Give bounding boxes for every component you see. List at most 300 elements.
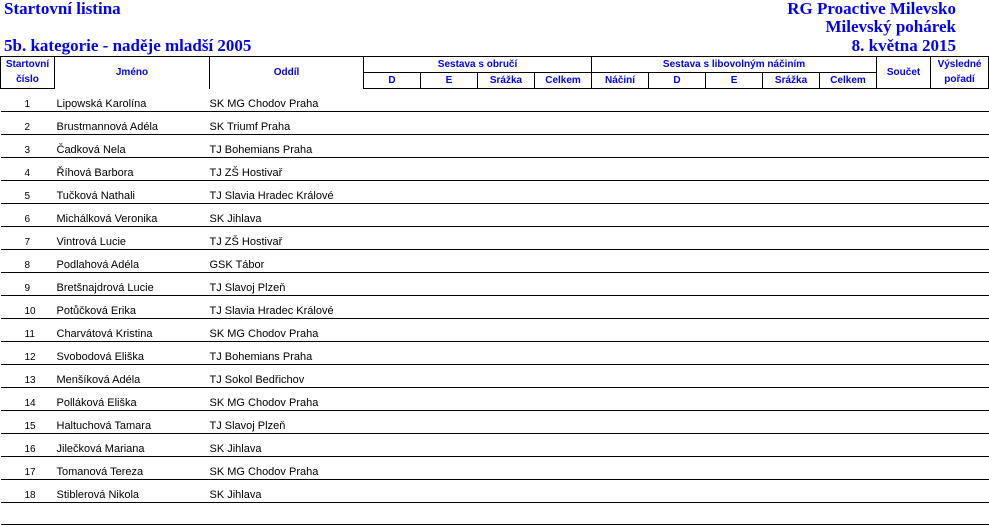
table-row xyxy=(1,480,989,503)
competition-name: Milevský pohárek xyxy=(825,17,956,36)
start-number: 4 xyxy=(1,158,55,181)
score-cell xyxy=(877,411,931,434)
score-cell xyxy=(763,250,820,273)
gymnast-name: Jilečková Mariana xyxy=(55,434,210,457)
score-cell xyxy=(649,365,706,388)
table-row xyxy=(1,273,989,296)
score-cell xyxy=(877,227,931,250)
club-name: SK Jihlava xyxy=(210,480,364,503)
score-cell xyxy=(706,296,763,319)
score-cell xyxy=(478,158,535,181)
empty-cell xyxy=(421,503,478,525)
score-cell xyxy=(478,296,535,319)
score-cell xyxy=(763,457,820,480)
score-cell xyxy=(877,181,931,204)
score-cell xyxy=(877,296,931,319)
score-cell xyxy=(421,227,478,250)
score-cell xyxy=(421,319,478,342)
score-cell xyxy=(592,296,649,319)
score-cell xyxy=(877,158,931,181)
table-row xyxy=(1,388,989,411)
score-cell xyxy=(820,135,877,158)
score-cell xyxy=(931,181,989,204)
score-cell xyxy=(763,388,820,411)
score-cell xyxy=(478,388,535,411)
empty-cell xyxy=(706,503,763,525)
score-cell xyxy=(931,112,989,135)
score-cell xyxy=(931,342,989,365)
score-cell xyxy=(877,434,931,457)
score-cell xyxy=(706,112,763,135)
competition-date: 8. května 2015 xyxy=(851,36,956,55)
score-cell xyxy=(535,181,592,204)
start-list-table xyxy=(0,56,989,525)
club-name: TJ Slavia Hradec Králové xyxy=(210,296,364,319)
club-name: GSK Tábor xyxy=(210,250,364,273)
col-free-e: E xyxy=(706,73,763,89)
table-row xyxy=(1,158,989,181)
score-cell xyxy=(364,365,421,388)
score-cell xyxy=(706,480,763,503)
table-row xyxy=(1,503,989,525)
score-cell xyxy=(421,434,478,457)
score-cell xyxy=(535,319,592,342)
score-cell xyxy=(535,342,592,365)
score-cell xyxy=(478,273,535,296)
score-cell xyxy=(877,273,931,296)
score-cell xyxy=(931,411,989,434)
gymnast-name: Tučková Nathali xyxy=(55,181,210,204)
score-cell xyxy=(820,365,877,388)
score-cell xyxy=(649,89,706,112)
score-cell xyxy=(763,181,820,204)
club-name: SK MG Chodov Praha xyxy=(210,89,364,112)
score-cell xyxy=(421,273,478,296)
table-row xyxy=(1,365,989,388)
score-cell xyxy=(535,434,592,457)
score-cell xyxy=(877,480,931,503)
table-row xyxy=(1,434,989,457)
score-cell xyxy=(421,135,478,158)
score-cell xyxy=(706,273,763,296)
score-cell xyxy=(820,342,877,365)
score-cell xyxy=(649,204,706,227)
club-name: SK MG Chodov Praha xyxy=(210,457,364,480)
organizer-club: RG Proactive Milevsko xyxy=(787,0,956,18)
club-name: TJ Sokol Bedřichov xyxy=(210,365,364,388)
score-cell xyxy=(535,204,592,227)
start-number: 1 xyxy=(1,89,55,112)
score-cell xyxy=(421,89,478,112)
score-cell xyxy=(364,273,421,296)
score-cell xyxy=(478,365,535,388)
score-cell xyxy=(649,319,706,342)
empty-cell xyxy=(1,503,55,525)
table-row xyxy=(1,457,989,480)
score-cell xyxy=(592,273,649,296)
score-cell xyxy=(706,342,763,365)
score-cell xyxy=(364,434,421,457)
score-cell xyxy=(364,411,421,434)
empty-cell xyxy=(820,503,877,525)
gymnast-name: Bretšnajdrová Lucie xyxy=(55,273,210,296)
score-cell xyxy=(592,135,649,158)
col-free-total: Celkem xyxy=(820,73,877,89)
score-cell xyxy=(535,89,592,112)
score-cell xyxy=(763,227,820,250)
score-cell xyxy=(931,365,989,388)
score-cell xyxy=(931,457,989,480)
gymnast-name: Podlahová Adéla xyxy=(55,250,210,273)
score-cell xyxy=(535,388,592,411)
score-cell xyxy=(535,365,592,388)
score-cell xyxy=(535,296,592,319)
score-cell xyxy=(820,480,877,503)
score-cell xyxy=(364,457,421,480)
score-cell xyxy=(763,158,820,181)
col-hoop-d: D xyxy=(364,73,421,89)
category-label: 5b. kategorie - naděje mladší 2005 xyxy=(4,36,252,55)
score-cell xyxy=(535,112,592,135)
score-cell xyxy=(364,480,421,503)
score-cell xyxy=(649,457,706,480)
gymnast-name: Tomanová Tereza xyxy=(55,457,210,480)
col-start-no-1: Startovní xyxy=(1,57,55,73)
score-cell xyxy=(649,342,706,365)
club-name: TJ Slavia Hradec Králové xyxy=(210,181,364,204)
start-number: 10 xyxy=(1,296,55,319)
col-free-group: Sestava s libovolným náčiním xyxy=(592,57,877,73)
score-cell xyxy=(877,204,931,227)
score-cell xyxy=(820,181,877,204)
col-hoop-penalty: Srážka xyxy=(478,73,535,89)
gymnast-name: Haltuchová Tamara xyxy=(55,411,210,434)
score-cell xyxy=(931,388,989,411)
score-cell xyxy=(877,457,931,480)
gymnast-name: Lipowská Karolína xyxy=(55,89,210,112)
score-cell xyxy=(820,434,877,457)
score-cell xyxy=(364,181,421,204)
table-row xyxy=(1,112,989,135)
score-cell xyxy=(649,273,706,296)
score-cell xyxy=(421,250,478,273)
score-cell xyxy=(535,227,592,250)
score-cell xyxy=(763,342,820,365)
score-cell xyxy=(535,457,592,480)
score-cell xyxy=(592,181,649,204)
score-cell xyxy=(592,411,649,434)
gymnast-name: Vintrová Lucie xyxy=(55,227,210,250)
score-cell xyxy=(649,434,706,457)
score-cell xyxy=(877,342,931,365)
score-cell xyxy=(706,388,763,411)
score-cell xyxy=(592,457,649,480)
score-cell xyxy=(535,135,592,158)
club-name: TJ ZŠ Hostivař xyxy=(210,158,364,181)
score-cell xyxy=(478,457,535,480)
score-cell xyxy=(364,135,421,158)
score-cell xyxy=(364,158,421,181)
score-cell xyxy=(706,204,763,227)
club-name: SK Triumf Praha xyxy=(210,112,364,135)
club-name: SK Jihlava xyxy=(210,434,364,457)
score-cell xyxy=(820,296,877,319)
score-cell xyxy=(592,227,649,250)
score-cell xyxy=(649,250,706,273)
score-cell xyxy=(592,365,649,388)
score-cell xyxy=(931,296,989,319)
col-name: Jméno xyxy=(55,57,210,89)
score-cell xyxy=(592,342,649,365)
score-cell xyxy=(820,89,877,112)
score-cell xyxy=(592,480,649,503)
start-number: 14 xyxy=(1,388,55,411)
score-cell xyxy=(706,158,763,181)
score-cell xyxy=(649,480,706,503)
club-name: TJ ZŠ Hostivař xyxy=(210,227,364,250)
score-cell xyxy=(421,296,478,319)
start-list-rows xyxy=(1,89,989,525)
score-cell xyxy=(478,181,535,204)
table-row xyxy=(1,250,989,273)
col-start-no-2: číslo xyxy=(1,73,55,89)
table-row xyxy=(1,89,989,112)
gymnast-name: Čadková Nela xyxy=(55,135,210,158)
score-cell xyxy=(478,250,535,273)
score-cell xyxy=(931,319,989,342)
score-cell xyxy=(421,365,478,388)
score-cell xyxy=(364,342,421,365)
gymnast-name: Charvátová Kristina xyxy=(55,319,210,342)
start-number: 11 xyxy=(1,319,55,342)
score-cell xyxy=(478,411,535,434)
empty-cell xyxy=(931,503,989,525)
col-rank-1: Výsledné xyxy=(931,57,989,73)
score-cell xyxy=(820,457,877,480)
score-cell xyxy=(421,480,478,503)
score-cell xyxy=(931,135,989,158)
score-cell xyxy=(364,112,421,135)
score-cell xyxy=(877,112,931,135)
score-cell xyxy=(820,227,877,250)
score-cell xyxy=(877,388,931,411)
score-cell xyxy=(478,319,535,342)
score-cell xyxy=(820,319,877,342)
score-cell xyxy=(931,273,989,296)
score-cell xyxy=(820,158,877,181)
score-cell xyxy=(706,457,763,480)
score-cell xyxy=(877,89,931,112)
start-number: 6 xyxy=(1,204,55,227)
score-cell xyxy=(535,411,592,434)
score-cell xyxy=(649,388,706,411)
score-cell xyxy=(649,181,706,204)
start-number: 7 xyxy=(1,227,55,250)
score-cell xyxy=(649,158,706,181)
score-cell xyxy=(478,135,535,158)
start-number: 5 xyxy=(1,181,55,204)
score-cell xyxy=(478,112,535,135)
score-cell xyxy=(649,296,706,319)
table-row xyxy=(1,411,989,434)
score-cell xyxy=(706,434,763,457)
score-cell xyxy=(535,158,592,181)
score-cell xyxy=(877,365,931,388)
score-cell xyxy=(649,227,706,250)
score-cell xyxy=(421,411,478,434)
start-number: 8 xyxy=(1,250,55,273)
table-row xyxy=(1,181,989,204)
gymnast-name: Polláková Eliška xyxy=(55,388,210,411)
col-sum: Součet xyxy=(877,57,931,89)
score-cell xyxy=(763,434,820,457)
club-name: TJ Slavoj Plzeň xyxy=(210,273,364,296)
club-name: TJ Bohemians Praha xyxy=(210,342,364,365)
score-cell xyxy=(364,227,421,250)
score-cell xyxy=(763,480,820,503)
score-cell xyxy=(931,158,989,181)
score-cell xyxy=(535,273,592,296)
score-cell xyxy=(706,250,763,273)
col-free-d: D xyxy=(649,73,706,89)
score-cell xyxy=(763,319,820,342)
club-name: SK MG Chodov Praha xyxy=(210,319,364,342)
score-cell xyxy=(478,227,535,250)
score-cell xyxy=(706,89,763,112)
table-row xyxy=(1,319,989,342)
score-cell xyxy=(592,250,649,273)
club-name: TJ Bohemians Praha xyxy=(210,135,364,158)
score-cell xyxy=(763,112,820,135)
score-cell xyxy=(364,296,421,319)
empty-cell xyxy=(763,503,820,525)
gymnast-name: Říhová Barbora xyxy=(55,158,210,181)
score-cell xyxy=(478,480,535,503)
score-cell xyxy=(421,158,478,181)
empty-cell xyxy=(877,503,931,525)
score-cell xyxy=(421,112,478,135)
col-hoop-group: Sestava s obručí xyxy=(364,57,592,73)
score-cell xyxy=(649,411,706,434)
club-name: SK MG Chodov Praha xyxy=(210,388,364,411)
score-cell xyxy=(706,411,763,434)
empty-cell xyxy=(649,503,706,525)
score-cell xyxy=(592,158,649,181)
table-row xyxy=(1,227,989,250)
score-cell xyxy=(763,273,820,296)
gymnast-name: Brustmannová Adéla xyxy=(55,112,210,135)
gymnast-name: Stiblerová Nikola xyxy=(55,480,210,503)
score-cell xyxy=(877,319,931,342)
score-cell xyxy=(877,135,931,158)
start-number: 2 xyxy=(1,112,55,135)
score-cell xyxy=(421,342,478,365)
score-cell xyxy=(649,112,706,135)
score-cell xyxy=(592,89,649,112)
empty-cell xyxy=(478,503,535,525)
score-cell xyxy=(535,480,592,503)
score-cell xyxy=(820,204,877,227)
score-cell xyxy=(706,319,763,342)
score-cell xyxy=(877,250,931,273)
start-number: 9 xyxy=(1,273,55,296)
empty-cell xyxy=(210,503,364,525)
gymnast-name: Michálková Veronika xyxy=(55,204,210,227)
score-cell xyxy=(763,204,820,227)
empty-cell xyxy=(592,503,649,525)
empty-cell xyxy=(55,503,210,525)
table-row xyxy=(1,135,989,158)
score-cell xyxy=(592,112,649,135)
col-free-penalty: Srážka xyxy=(763,73,820,89)
score-cell xyxy=(478,434,535,457)
start-number: 17 xyxy=(1,457,55,480)
score-cell xyxy=(592,319,649,342)
empty-cell xyxy=(364,503,421,525)
score-cell xyxy=(421,457,478,480)
col-club: Oddíl xyxy=(210,57,364,89)
score-cell xyxy=(763,365,820,388)
score-cell xyxy=(820,250,877,273)
score-cell xyxy=(820,411,877,434)
start-number: 12 xyxy=(1,342,55,365)
score-cell xyxy=(763,89,820,112)
page-title: Startovní listina xyxy=(4,0,121,18)
score-cell xyxy=(649,135,706,158)
score-cell xyxy=(931,204,989,227)
score-cell xyxy=(364,204,421,227)
score-cell xyxy=(364,319,421,342)
table-row xyxy=(1,204,989,227)
score-cell xyxy=(421,181,478,204)
score-cell xyxy=(763,135,820,158)
club-name: SK Jihlava xyxy=(210,204,364,227)
col-hoop-total: Celkem xyxy=(535,73,592,89)
score-cell xyxy=(535,250,592,273)
start-number: 3 xyxy=(1,135,55,158)
score-cell xyxy=(706,135,763,158)
start-number: 16 xyxy=(1,434,55,457)
start-number: 18 xyxy=(1,480,55,503)
score-cell xyxy=(820,388,877,411)
empty-cell xyxy=(535,503,592,525)
score-cell xyxy=(931,434,989,457)
score-cell xyxy=(421,204,478,227)
score-cell xyxy=(706,227,763,250)
table-row xyxy=(1,296,989,319)
table-row xyxy=(1,342,989,365)
score-cell xyxy=(931,89,989,112)
gymnast-name: Svobodová Eliška xyxy=(55,342,210,365)
score-cell xyxy=(706,365,763,388)
col-hoop-e: E xyxy=(421,73,478,89)
start-number: 13 xyxy=(1,365,55,388)
score-cell xyxy=(820,273,877,296)
score-cell xyxy=(931,227,989,250)
score-cell xyxy=(592,434,649,457)
score-cell xyxy=(364,388,421,411)
score-cell xyxy=(592,388,649,411)
score-cell xyxy=(478,204,535,227)
col-rank-2: pořadí xyxy=(931,73,989,89)
start-number: 15 xyxy=(1,411,55,434)
club-name: TJ Slavoj Plzeň xyxy=(210,411,364,434)
gymnast-name: Menšíková Adéla xyxy=(55,365,210,388)
score-cell xyxy=(478,342,535,365)
score-cell xyxy=(706,181,763,204)
score-cell xyxy=(421,388,478,411)
score-cell xyxy=(763,411,820,434)
